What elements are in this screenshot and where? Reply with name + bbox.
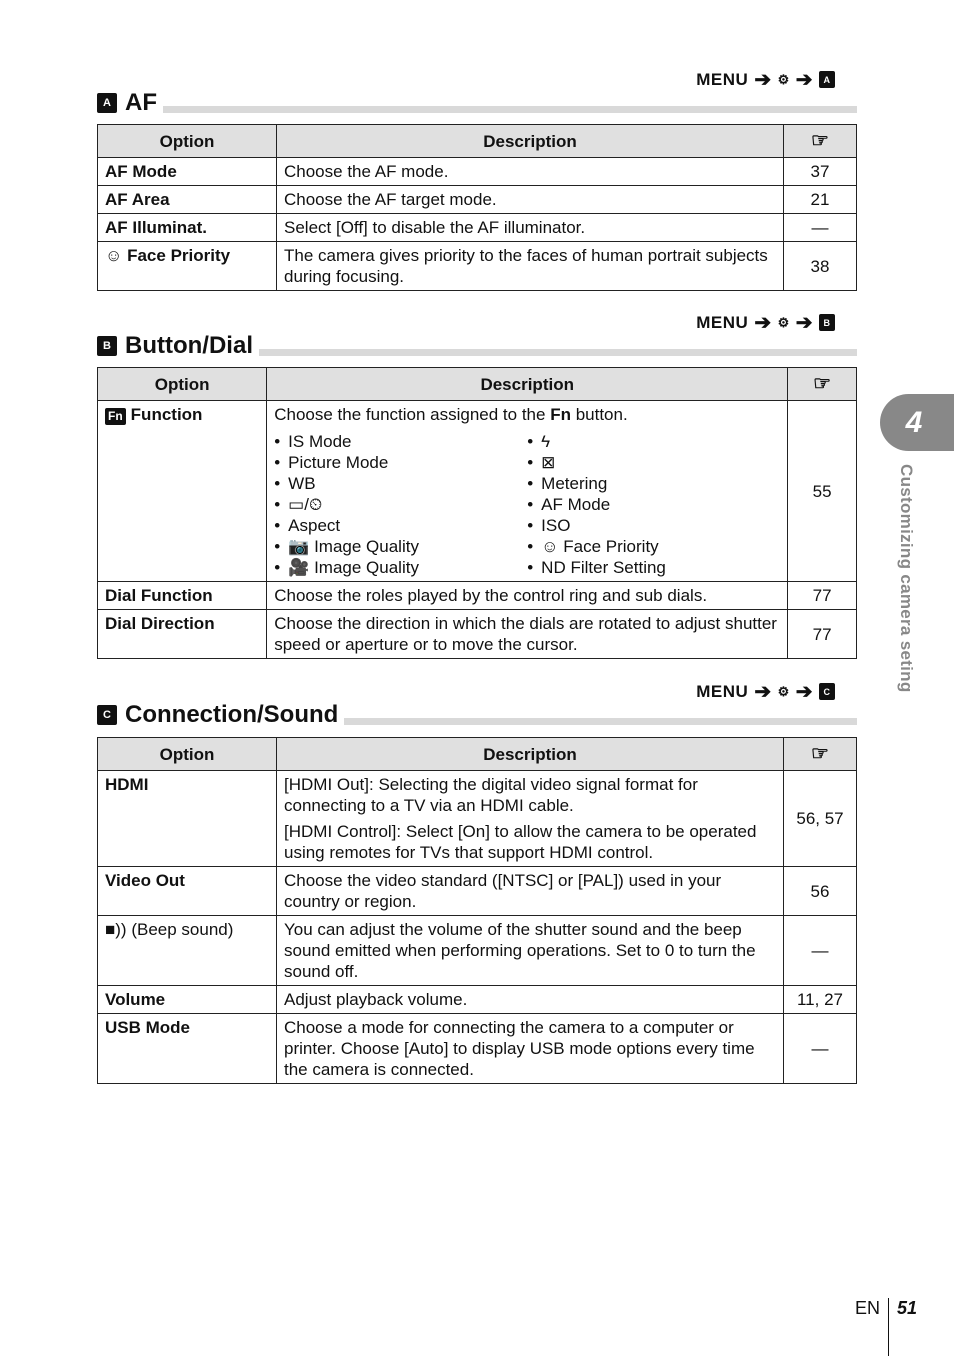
menu-word: MENU — [696, 681, 749, 701]
option-cell: ☺ Face Priority — [98, 242, 277, 291]
table-row — [98, 401, 857, 582]
flash-compensation-icon: ⊠ — [541, 453, 556, 472]
flash-icon: ϟ — [541, 432, 551, 451]
movie-camera-icon: 🎥 — [288, 558, 310, 577]
section-af-header — [97, 69, 857, 116]
table-row — [98, 1014, 857, 1084]
list-item: • AF Mode — [527, 494, 780, 515]
option-cell: HDMI — [98, 771, 277, 867]
arrow-icon: ➔ — [754, 69, 772, 91]
page-cell: 77 — [788, 610, 857, 659]
page-cell: 56 — [784, 867, 857, 916]
gear-icon: ⚙ — [777, 314, 790, 330]
description-cell: You can adjust the volume of the shutter sound and the beep sound emitted when performing operations. Set to 0 to turn the sound off. — [277, 916, 784, 986]
face-icon: ☺ — [541, 537, 559, 556]
list-item — [527, 452, 780, 473]
description-cell: Choose the AF target mode. — [277, 186, 784, 214]
header-description: Description — [277, 125, 784, 158]
header-option: Option — [98, 125, 277, 158]
option-cell: Dial Function — [98, 582, 267, 610]
arrow-icon: ➔ — [795, 69, 813, 91]
description-cell: Adjust playback volume. — [277, 986, 784, 1014]
description-cell — [277, 771, 784, 867]
section-title-text: Connection/Sound — [125, 701, 339, 728]
table-row — [98, 916, 857, 986]
function-options-list — [274, 431, 780, 578]
page-cell: 11, 27 — [784, 986, 857, 1014]
custom-menu-b-icon: B — [819, 314, 835, 331]
hdmi-out-text: [HDMI Out]: Selecting the digital video signal format for connecting to a TV via an HDMI cable. — [284, 775, 698, 815]
list-item — [274, 494, 527, 515]
page-cell: 55 — [788, 401, 857, 582]
page-cell: — — [784, 214, 857, 242]
description-cell: Choose a mode for connecting the camera to a computer or printer. Choose [Auto] to display USB mode options every time the camera is connected. — [277, 1014, 784, 1084]
description-cell: Choose the video standard ([NTSC] or [PAL]) used in your country or region. — [277, 867, 784, 916]
custom-menu-b-icon: B — [97, 336, 117, 356]
option-cell: Video Out — [98, 867, 277, 916]
section-title — [97, 701, 344, 729]
table-row — [98, 214, 857, 242]
fn-button-icon: Fn — [105, 408, 126, 425]
page-cell: — — [784, 916, 857, 986]
page-ref-hand-icon: ☞ — [784, 125, 857, 158]
section-title-text: AF — [125, 89, 157, 116]
beep-sound-icon: ■)) — [105, 920, 127, 939]
list-item: • ND Filter Setting — [527, 557, 780, 578]
list-item: • Aspect — [274, 515, 527, 536]
button-dial-table — [97, 367, 857, 659]
table-row — [98, 242, 857, 291]
section-title — [97, 89, 163, 117]
language-code: EN — [855, 1298, 881, 1318]
section-connection-sound-header — [97, 681, 857, 728]
face-icon: ☺ — [105, 246, 123, 265]
function-options-right — [527, 431, 780, 578]
page-cell: — — [784, 1014, 857, 1084]
option-cell: Fn Function — [98, 401, 267, 582]
menu-path — [696, 310, 835, 335]
list-item: • ☺ Face Priority — [527, 536, 780, 557]
arrow-icon: ➔ — [754, 312, 772, 334]
list-item: • Metering — [527, 473, 780, 494]
list-item: • 🎥 Image Quality — [274, 557, 527, 578]
header-description: Description — [267, 368, 788, 401]
option-cell: AF Area — [98, 186, 277, 214]
list-item: • Picture Mode — [274, 452, 527, 473]
description-cell: Choose the direction in which the dials are rotated to adjust shutter speed or aperture or to move the cursor. — [267, 610, 788, 659]
page-cell: 37 — [784, 158, 857, 186]
table-header-row — [98, 125, 857, 158]
custom-menu-c-icon: C — [819, 683, 835, 700]
section-button-dial-header — [97, 312, 857, 359]
table-row — [98, 867, 857, 916]
drive-self-timer-icon: ▭/⏲ — [288, 495, 323, 514]
page-footer — [855, 1298, 917, 1356]
table-row — [98, 582, 857, 610]
page-cell: 56, 57 — [784, 771, 857, 867]
chapter-side-label: Customizing camera seting — [897, 464, 916, 693]
table-row — [98, 771, 857, 867]
page-ref-hand-icon: ☞ — [784, 738, 857, 771]
hdmi-control-text: [HDMI Control]: Select [On] to allow the camera to be operated using remotes for TVs that support HDMI control. — [284, 822, 757, 862]
description-cell: Choose the roles played by the control ring and sub dials. — [267, 582, 788, 610]
description-cell: Choose the AF mode. — [277, 158, 784, 186]
connection-sound-table — [97, 737, 857, 1084]
custom-menu-a-icon: A — [819, 71, 835, 88]
description-cell: The camera gives priority to the faces of human portrait subjects during focusing. — [277, 242, 784, 291]
af-table — [97, 124, 857, 291]
menu-word: MENU — [696, 69, 749, 89]
table-row — [98, 610, 857, 659]
option-cell: USB Mode — [98, 1014, 277, 1084]
custom-menu-a-icon: A — [97, 93, 117, 113]
option-cell: ■)) (Beep sound) — [98, 916, 277, 986]
option-cell: Volume — [98, 986, 277, 1014]
page-cell: 21 — [784, 186, 857, 214]
table-row — [98, 158, 857, 186]
function-options-left — [274, 431, 527, 578]
arrow-icon: ➔ — [754, 681, 772, 703]
still-camera-icon: 📷 — [288, 537, 310, 556]
list-item: • ISO — [527, 515, 780, 536]
custom-menu-c-icon: C — [97, 705, 117, 725]
menu-path — [696, 679, 835, 704]
arrow-icon: ➔ — [795, 312, 813, 334]
gear-icon: ⚙ — [777, 71, 790, 87]
description-cell — [267, 401, 788, 582]
arrow-icon: ➔ — [795, 681, 813, 703]
section-title-text: Button/Dial — [125, 332, 253, 359]
list-item: • IS Mode — [274, 431, 527, 452]
header-description: Description — [277, 738, 784, 771]
section-rule — [97, 106, 857, 113]
table-header-row — [98, 368, 857, 401]
menu-word: MENU — [696, 312, 749, 332]
gear-icon: ⚙ — [777, 683, 790, 699]
page-ref-hand-icon: ☞ — [788, 368, 857, 401]
function-description: Choose the function assigned to the Fn button. — [274, 405, 628, 424]
section-title — [97, 332, 259, 360]
option-cell: AF Mode — [98, 158, 277, 186]
chapter-tab: 4 — [880, 394, 954, 451]
menu-path — [696, 67, 835, 92]
page-number: 51 — [897, 1298, 918, 1318]
header-option: Option — [98, 738, 277, 771]
option-cell: AF Illuminat. — [98, 214, 277, 242]
description-cell: Select [Off] to disable the AF illuminator. — [277, 214, 784, 242]
footer-divider — [888, 1298, 889, 1356]
list-item: • WB — [274, 473, 527, 494]
table-row — [98, 186, 857, 214]
table-header-row — [98, 738, 857, 771]
page-cell: 77 — [788, 582, 857, 610]
list-item: • 📷 Image Quality — [274, 536, 527, 557]
header-option: Option — [98, 368, 267, 401]
table-row — [98, 986, 857, 1014]
page-cell: 38 — [784, 242, 857, 291]
list-item — [527, 431, 780, 452]
option-cell: Dial Direction — [98, 610, 267, 659]
